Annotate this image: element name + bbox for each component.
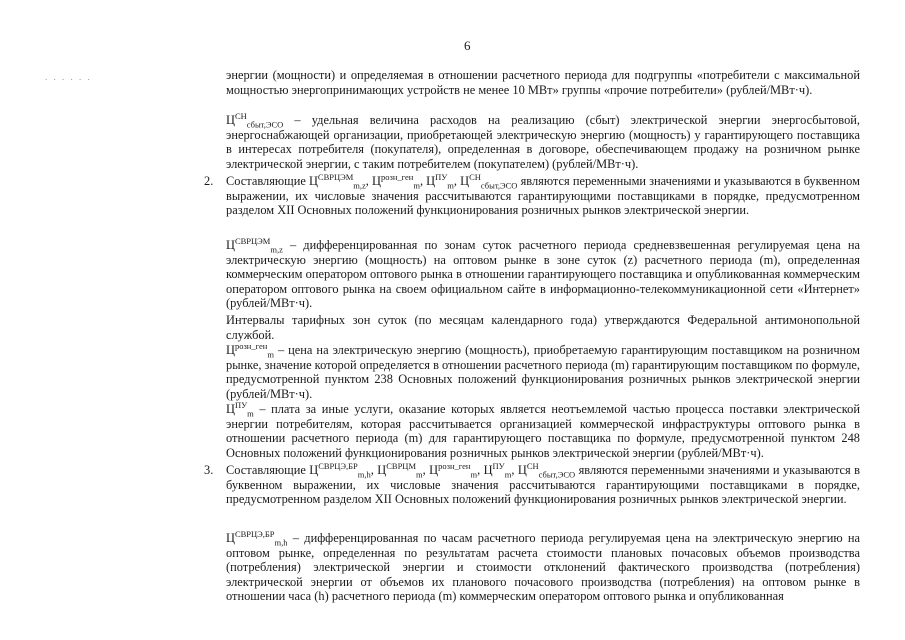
definition-text: – плата за иные услуги, оказание которых является неотъемлемой частью процесса поставки электрической энергии потребителям, которая рассчитывается организацией коммерческой инфраструктуры оптового рынка в отношении расчетного периода (m) для гарантирующего поставщика по формуле, предусмотренной пунктом 248 Основных положений функционирования розничных рынков электрической энергии (рублей/МВт·ч). bbox=[226, 402, 860, 460]
formula-symbol: $Ц^{СВРЦЭ,БР}_{m,h}$ bbox=[309, 460, 371, 480]
item-lead-text: Составляющие bbox=[226, 463, 310, 477]
item-3-intro: Составляющие $Ц^{СВРЦЭ,БР}_{m,h}$, $Ц^{СВРЦМ}_m$, $Ц^{розн\_ген}_m$, $Ц^{ПУ}_m$, $Ц^{СН}_{сбыт,ЭСО}$ являются переменными значениями и указываются в буквенном выражении, их числовые значения рассчитываются гарантирующими поставщиками в порядке, предусмотренном разделом XII Основных положений функционирования розничных рынков электрической энергии. bbox=[226, 460, 860, 507]
item-2-intro: Составляющие $Ц^{СВРЦЭМ}_{m,z}$, $Ц^{розн\_ген}_m$, $Ц^{ПУ}_m$, $Ц^{СН}_{сбыт,ЭСО}$ являются переменными значениями и указываются в буквенном выражении, их числовые значения рассчитываются гарантирующими поставщиками в порядке, предусмотренном разделом XII Основных положений функционирования розничных рынков электрической энергии. bbox=[226, 171, 860, 218]
paragraph-text: энергии (мощности) и определяемая в отношении расчетного периода для подгруппы «потребители с максимальной мощностью энергопринимающих устройств не менее 10 МВт» группы «прочие потребители» (рублей/МВт·ч). bbox=[226, 68, 860, 97]
definition-svrce-br bbox=[226, 528, 860, 604]
definition-text: – дифференцированная по зонам суток расчетного периода средневзвешенная регулируемая цена на электрическую энергию (мощность) на оптовом рынке в зоне суток (z) расчетного периода (m), определенная коммерческим оператором оптового рынка в отношении гарантирующего поставщика и опубликованная коммерческим оператором оптового рынка на своем официальном сайте в информационно-телекоммуникационной сети «Интернет» (рублей/МВт·ч). bbox=[226, 238, 860, 311]
formula-symbol: $Ц^{ПУ}_m$ bbox=[483, 460, 512, 480]
page-number: 6 bbox=[464, 38, 471, 53]
item-text: являются переменными значениями и указываются в буквенном выражении, их числовые значения рассчитываются гарантирующими поставщиками в порядке, предусмотренном разделом XII Основных положений функционирования розничных рынков электрической энергии. bbox=[226, 174, 860, 218]
formula-symbol: $Ц^{СВРЦМ}_m$ bbox=[377, 460, 423, 480]
formula-symbol: $Ц^{ПУ}_m$ bbox=[226, 399, 254, 419]
item-lead-text: Составляющие bbox=[226, 174, 309, 188]
formula-symbol: $Ц^{СН}_{сбыт,ЭСО}$ bbox=[460, 171, 518, 191]
formula-symbol: $Ц^{розн\_ген}_m$ bbox=[429, 460, 478, 480]
definition-text: – цена на электрическую энергию (мощность), приобретаемую гарантирующим поставщиком на розничном рынке, значение которой определяется в отношении расчетного периода (m) гарантирующим поставщиком по формуле, предусмотренной пунктом 238 Основных положений функционирования розничных рынков электрической энергии (рублей/МВт·ч). bbox=[226, 343, 860, 401]
formula-symbol: $Ц^{СВРЦЭМ}_{m,z}$ bbox=[226, 235, 283, 255]
item-number: 3. bbox=[204, 463, 214, 477]
intervals-paragraph bbox=[226, 313, 860, 342]
item-number: 2. bbox=[204, 174, 214, 188]
formula-symbol: $Ц^{СВРЦЭ,БР}_{m,h}$ bbox=[226, 528, 288, 548]
definition-text: – дифференцированная по часам расчетного периода регулируемая цена на электрическую энергию на оптовом рынке, определенная по результатам расчета стоимости плановых почасовых объемов производства (потребления) электрической энергии и стоимости отклонений фактического производства (потребления) электрической энергии от объемов их планового почасового производства (потребления) на оптовом рынке в отношении часа (h) расчетного периода (m) коммерческим оператором оптового рынка и опубликованная bbox=[226, 531, 860, 604]
paragraph-text: Интервалы тарифных зон суток (по месяцам календарного года) утверждаются Федеральной антимонопольной службой. bbox=[226, 313, 860, 342]
formula-symbol: $Ц^{розн\_ген}_m$ bbox=[226, 340, 274, 360]
definition-sales-cost bbox=[226, 110, 860, 171]
formula-symbol: $Ц^{СВРЦЭМ}_{m,z}$ bbox=[308, 171, 366, 191]
item-text: являются переменными значениями и указываются в буквенном выражении, их числовые значения рассчитываются гарантирующими поставщиками в порядке, предусмотренном разделом XII Основных положений функционирования розничных рынков электрической энергии. bbox=[226, 463, 860, 507]
definition-retail-gen-price bbox=[226, 340, 860, 401]
formula-symbol: $Ц^{ПУ}_m$ bbox=[426, 171, 454, 191]
formula-symbol: $Ц^{розн\_ген}_m$ bbox=[372, 171, 420, 191]
formula-symbol: $Ц^{СН}_{сбыт,ЭСО}$ bbox=[226, 110, 284, 130]
paragraph-continuation bbox=[226, 68, 860, 97]
definition-other-services bbox=[226, 399, 860, 460]
margin-marks: . . . . . . bbox=[45, 72, 92, 82]
formula-symbol: $Ц^{СН}_{сбыт,ЭСО}$ bbox=[517, 460, 576, 480]
definition-text: – удельная величина расходов на реализацию (сбыт) электрической энергии энергосбытовой, энергоснабжающей организации, приобретающей электрическую энергию (мощность) у гарантирующего поставщика в интересах потребителя (покупателя), определенная в договоре, обеспечивающем продажу на розничном рынке электрической энергии, с таким потребителем (покупателем) (рублей/МВт·ч). bbox=[226, 113, 860, 171]
definition-svrcem bbox=[226, 235, 860, 311]
